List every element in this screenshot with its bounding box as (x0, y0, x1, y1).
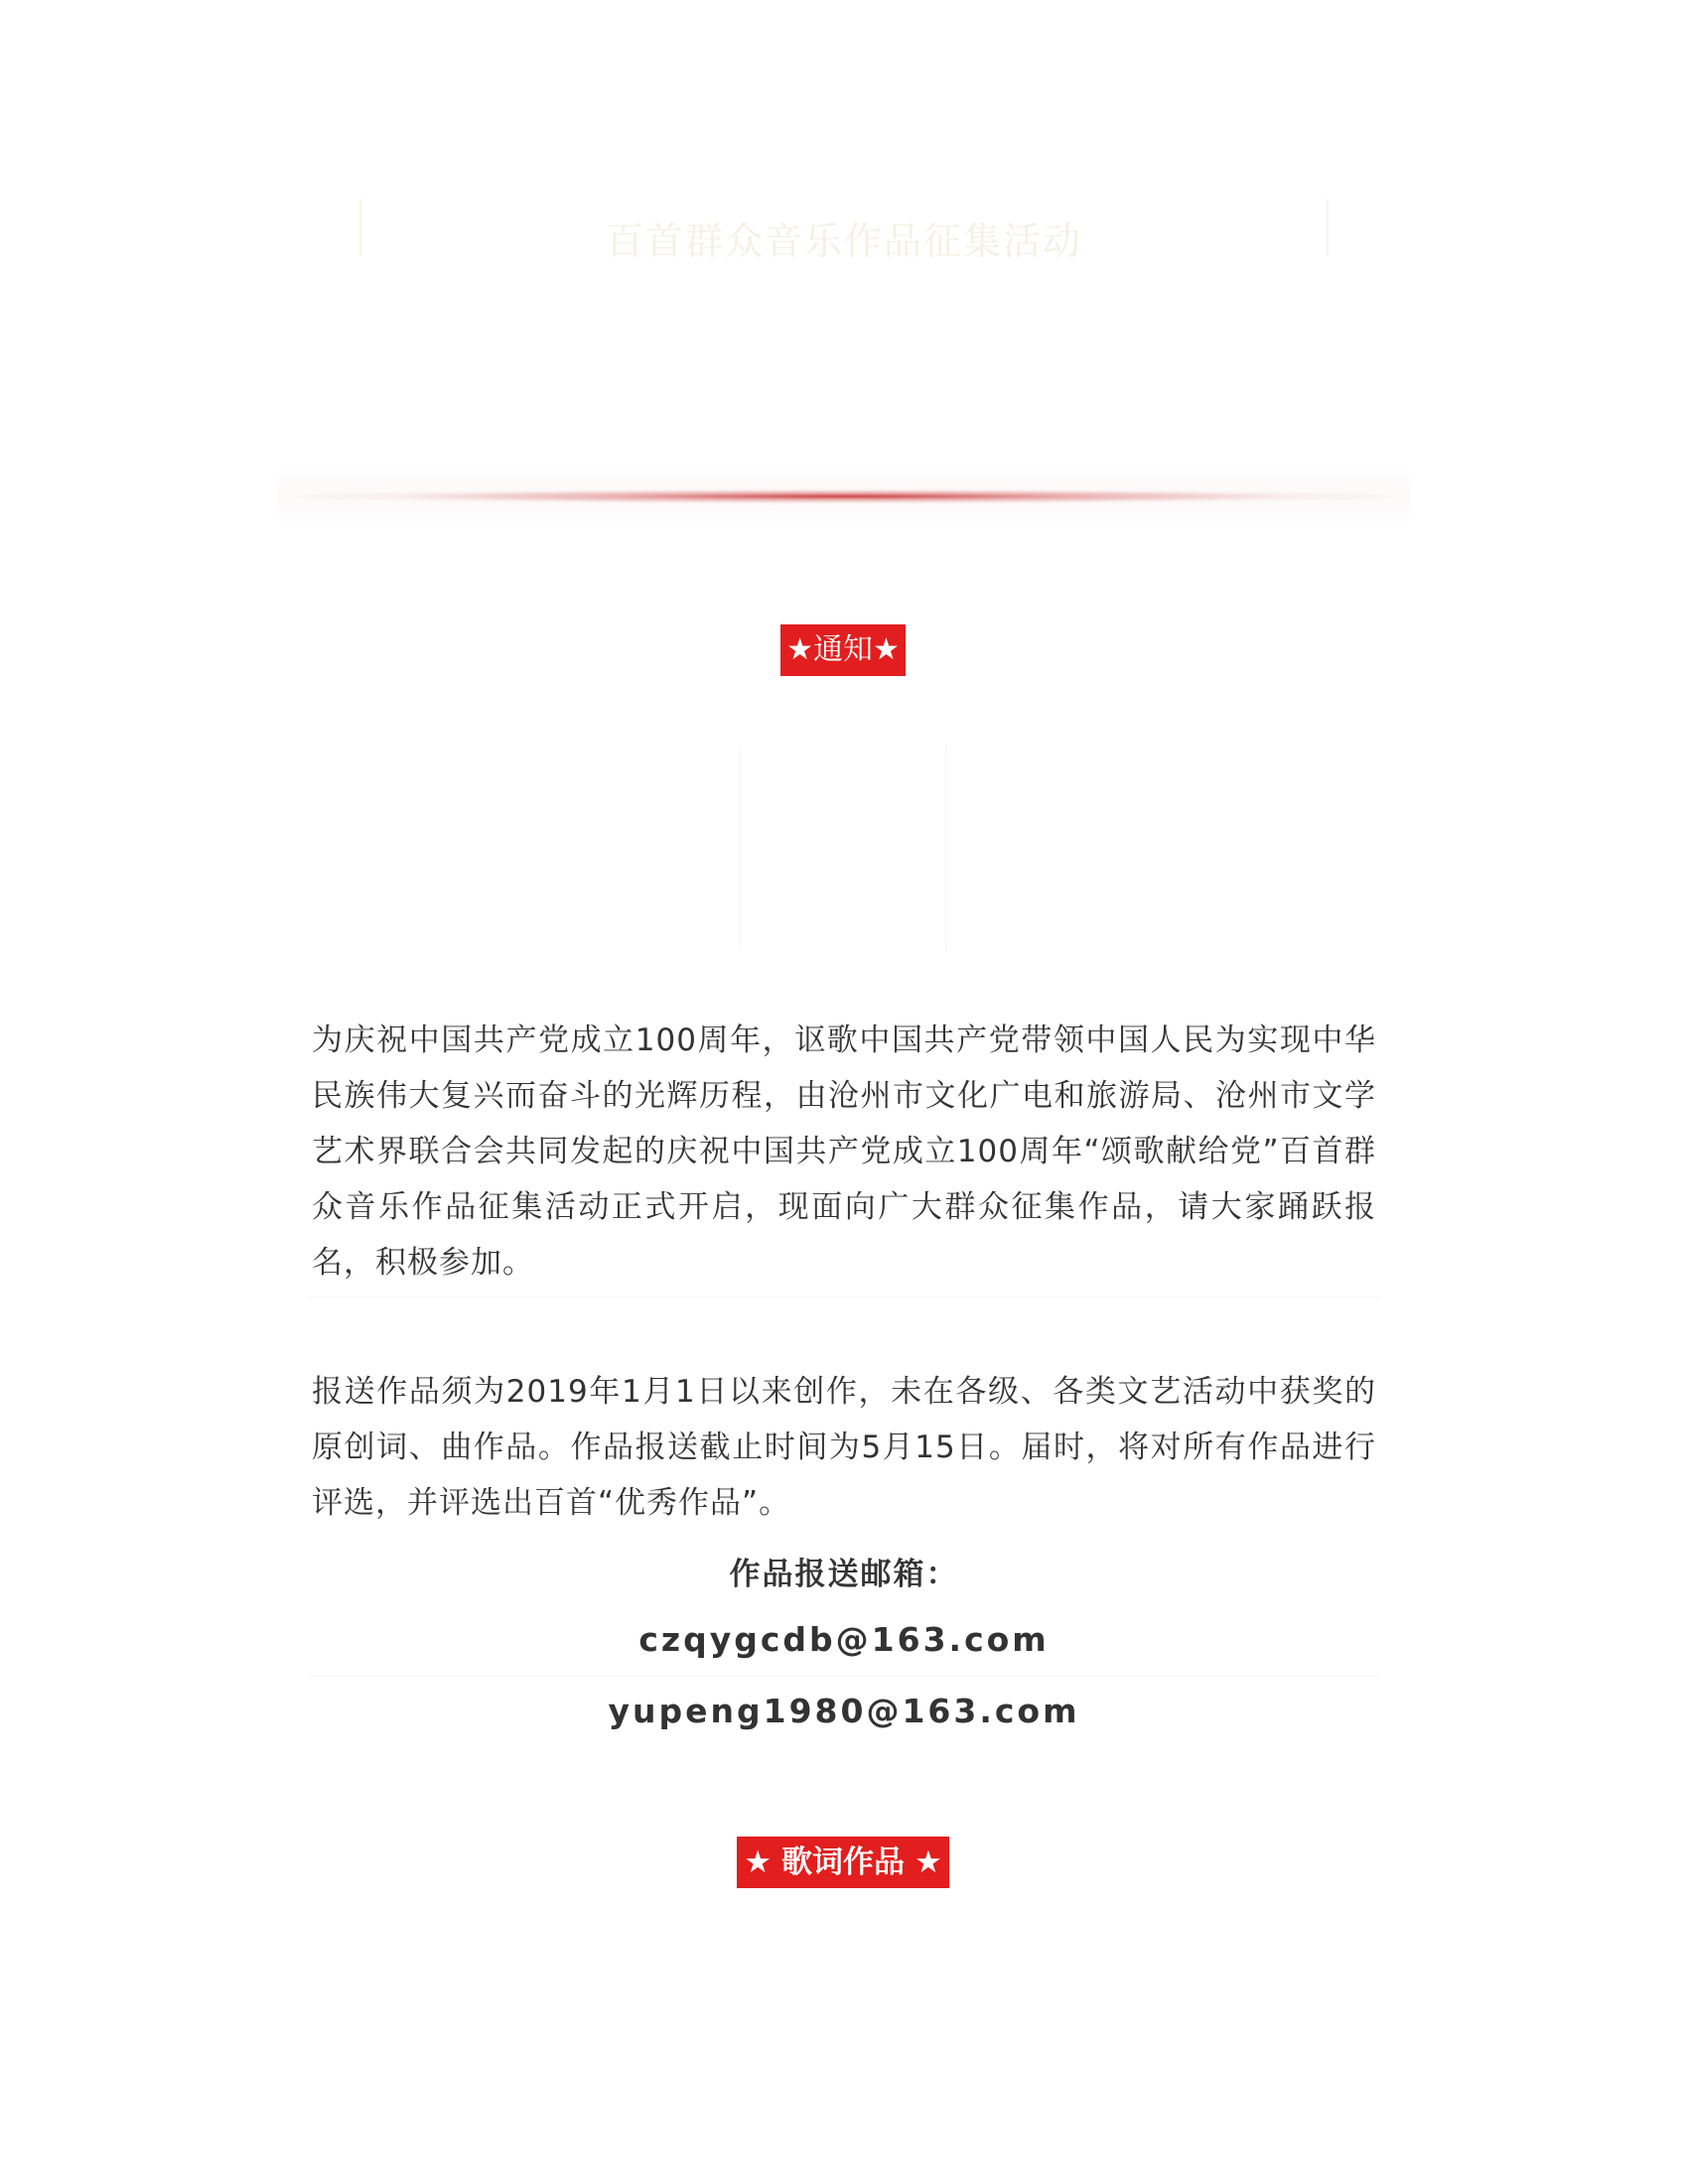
notice-badge-label: 通知 (813, 632, 873, 667)
star-icon: ★ (744, 1844, 772, 1880)
email-address[interactable]: yupeng1980@163.com (608, 1692, 1080, 1730)
section-divider (308, 1676, 1380, 1677)
lyrics-badge-label: 歌词作品 (781, 1844, 905, 1880)
email-address[interactable]: czqygcdb@163.com (638, 1620, 1050, 1659)
star-icon: ★ (786, 632, 813, 667)
requirements-paragraph: 报送作品须为2019年1月1日以来创作，未在各级、各类文艺活动中获奖的原创词、曲作品。作品报送截止时间为5月15日。届时，将对所有作品进行评选，并评选出百首“优秀作品”。 (312, 1374, 1376, 1521)
intro-paragraph: 为庆祝中国共产党成立100周年，讴歌中国共产党带领中国人民为实现中华民族伟大复兴而奋斗的光辉历程，由沧州市文化广电和旅游局、沧州市文学艺术界联合会共同发起的庆祝中国共产党成立100周年“颂歌献给党”百首群众音乐作品征集活动正式开启，现面向广大群众征集作品，请大家踊跃报名，积极参加。 (312, 1023, 1376, 1281)
blank-image-placeholder (740, 745, 946, 951)
star-icon: ★ (914, 1844, 942, 1880)
red-gradient-divider (298, 488, 1390, 504)
star-icon: ★ (873, 632, 900, 667)
lyrics-badge (737, 1837, 949, 1888)
faint-header-title: 百首群众音乐作品征集活动 (605, 219, 1082, 263)
notice-badge (780, 624, 906, 676)
email-heading: 作品报送邮箱： (729, 1557, 959, 1592)
title-frame-right-line (1327, 199, 1329, 256)
